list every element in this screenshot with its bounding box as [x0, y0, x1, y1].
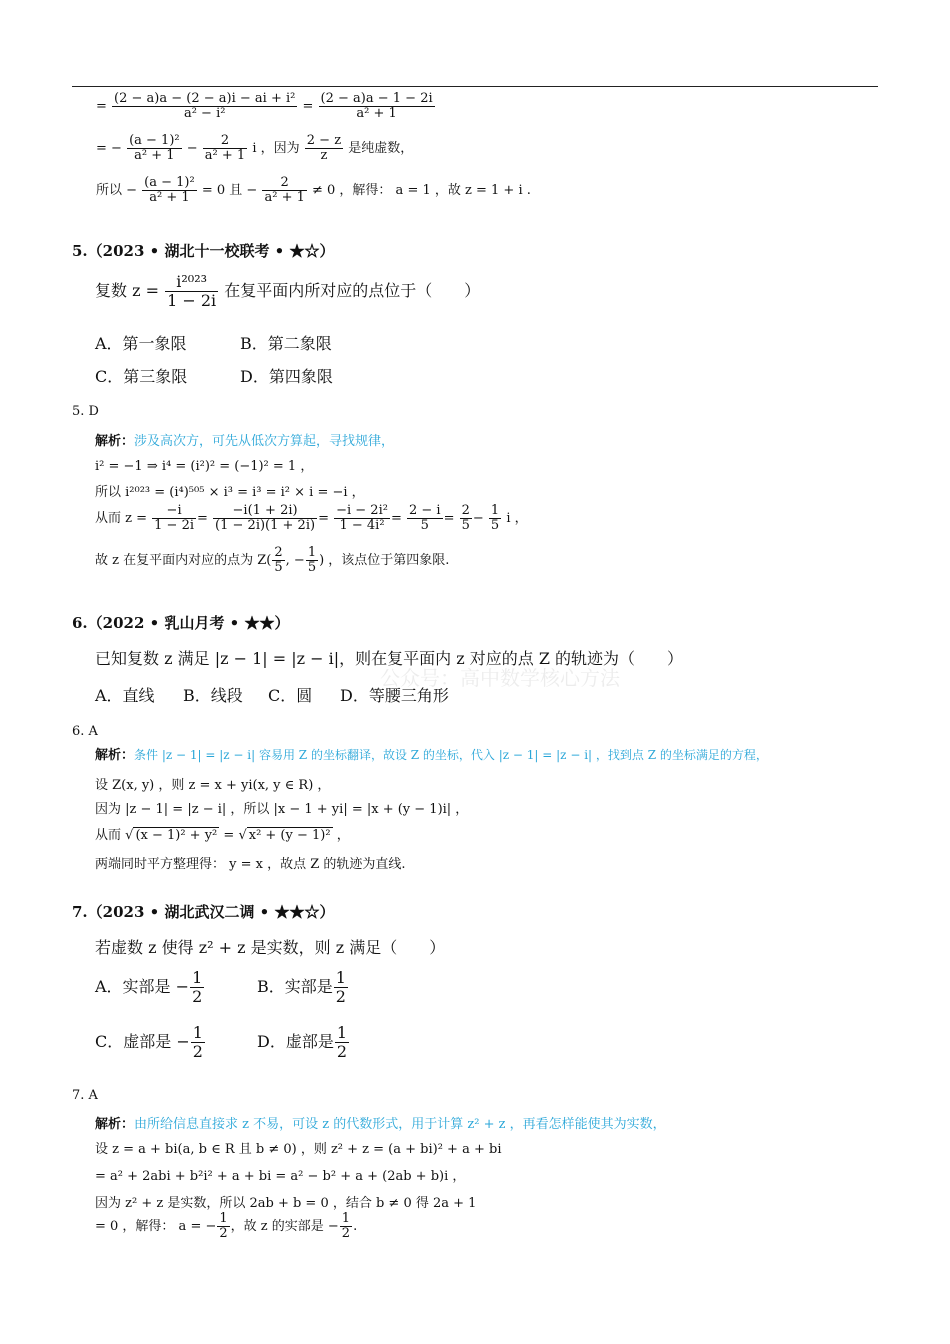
q7-option-a: A．实部是 − $\frac{1}{2}$	[95, 968, 203, 1006]
q7-stem: 若虚数 z 使得 z² + z 是实数，则 z 满足（ ）	[95, 938, 446, 957]
header-rule	[72, 86, 878, 87]
watermark: 公众号：高中数学核心方法	[380, 666, 620, 690]
top-line-2: = − $\frac{\text{(a − 1)²}}{\text{a² + 1}}$ − $\frac{2}{\text{a² + 1}}$ i ，因为 $\frac{2 - z}{z}$ 是纯虚数，	[96, 133, 414, 163]
q6-line-3: 从而 √ (x − 1)² + y² = √ x² + (y − 1)² ，	[95, 828, 350, 843]
q6-stem: 已知复数 z 满足 |z − 1| = |z − i|，则在复平面内 z 对应的点 Z 的轨迹为（ ）	[95, 649, 684, 668]
q6-answer: 6. A	[72, 724, 98, 739]
q7-explanation-hint: 解析：由所给信息直接求 z 不易，可设 z 的代数形式，用于计算 z² + z ，再看怎样能使其为实数，	[95, 1117, 666, 1132]
q6-option-d: D．等腰三角形	[340, 686, 449, 705]
q6-header: 6.（2022 • 乳山月考 • ★★）	[72, 614, 290, 632]
q6-explanation-hint: 解析：条件 |z − 1| = |z − i| 容易用 Z 的坐标翻译，故设 Z 的坐标，代入 |z − 1| = |z − i| ，找到点 Z 的坐标满足的方程，	[95, 748, 768, 763]
q5-option-a: A．第一象限	[95, 334, 187, 353]
q5-line-2: 所以 i²⁰²³ = (i⁴)⁵⁰⁵ × i³ = i³ = i² × i = −i ，	[95, 485, 365, 500]
q5-option-d: D．第四象限	[240, 367, 333, 386]
q6-line-4: 两端同时平方整理得： y = x ，故点 Z 的轨迹为直线.	[95, 857, 406, 872]
q7-option-b: B．实部是 $\frac{1}{2}$	[257, 968, 346, 1006]
q7-header: 7.（2023 • 湖北武汉二调 • ★★☆）	[72, 903, 335, 921]
q7-option-d: D．虚部是 $\frac{1}{2}$	[257, 1023, 348, 1061]
q7-line-4: = 0 ，解得： a = − $\frac{1}{2}$ ，故 z 的实部是 − $\frac{1}{2}$ .	[95, 1211, 358, 1241]
q7-option-c: C．虚部是 − $\frac{1}{2}$	[95, 1023, 203, 1061]
q6-option-a: A．直线	[95, 686, 155, 705]
q5-explanation-hint: 解析：涉及高次方，可先从低次方算起，寻找规律，	[95, 434, 395, 449]
q5-line-4: 故 z 在复平面内对应的点为 Z( $\frac{2}{5}$ , − $\frac{1}{5}$ ) ，该点位于第四象限.	[95, 545, 450, 575]
q7-line-1: 设 z = a + bi(a, b ∈ R 且 b ≠ 0) ，则 z² + z = (a + bi)² + a + bi	[95, 1142, 502, 1157]
q7-line-3: 因为 z² + z 是实数，所以 2ab + b = 0 ，结合 b ≠ 0 得 2a + 1	[95, 1196, 477, 1211]
q7-answer: 7. A	[72, 1088, 98, 1103]
q5-line-3: 从而 z = $\frac{-i}{1 - 2i}$ = $\frac{-i(1 + 2i)}{(1 - 2i)(1 + 2i)}$ = $\frac{\text{−i − 2i²}}{\text{1 − 4i²}}$ = $\frac{2 - i}{5}$ = $\frac{2}{5}$ − $\frac{1}{5}$ i ，	[95, 503, 528, 533]
q5-line-1: i² = −1 ⇒ i⁴ = (i²)² = (−1)² = 1 ，	[95, 459, 314, 474]
q6-option-c: C．圆	[268, 686, 313, 705]
q6-line-2: 因为 |z − 1| = |z − i| ，所以 |x − 1 + yi| = |x + (y − 1)i| ，	[95, 802, 469, 817]
q5-header: 5.（2023 • 湖北十一校联考 • ★☆）	[72, 242, 335, 260]
top-line-1: = $\frac{\text{(2 − a)a − (2 − a)i − ai + i²}}{\text{a² − i²}}$ = $\frac{(2 - a)a - 1 - 2i}{\text{a² + 1}}$	[96, 91, 433, 121]
q5-option-c: C．第三象限	[95, 367, 188, 386]
q6-option-b: B．线段	[183, 686, 243, 705]
q5-answer: 5. D	[72, 404, 99, 419]
top-line-3: 所以 − $\frac{\text{(a − 1)²}}{\text{a² + 1}}$ = 0 且 − $\frac{2}{\text{a² + 1}}$ ≠ 0 ，解得： a = 1 ，故 z = 1 + i .	[96, 175, 531, 205]
q6-line-1: 设 Z(x, y) ，则 z = x + yi(x, y ∈ R) ，	[95, 778, 331, 793]
q7-line-2: = a² + 2abi + b²i² + a + bi = a² − b² + a + (2ab + b)i ，	[95, 1169, 466, 1184]
q5-option-b: B．第二象限	[240, 334, 332, 353]
q5-stem: 复数 z = $\frac{\text{i²⁰²³}}{1 - 2i}$ 在复平面内所对应的点位于（ ）	[95, 272, 481, 310]
